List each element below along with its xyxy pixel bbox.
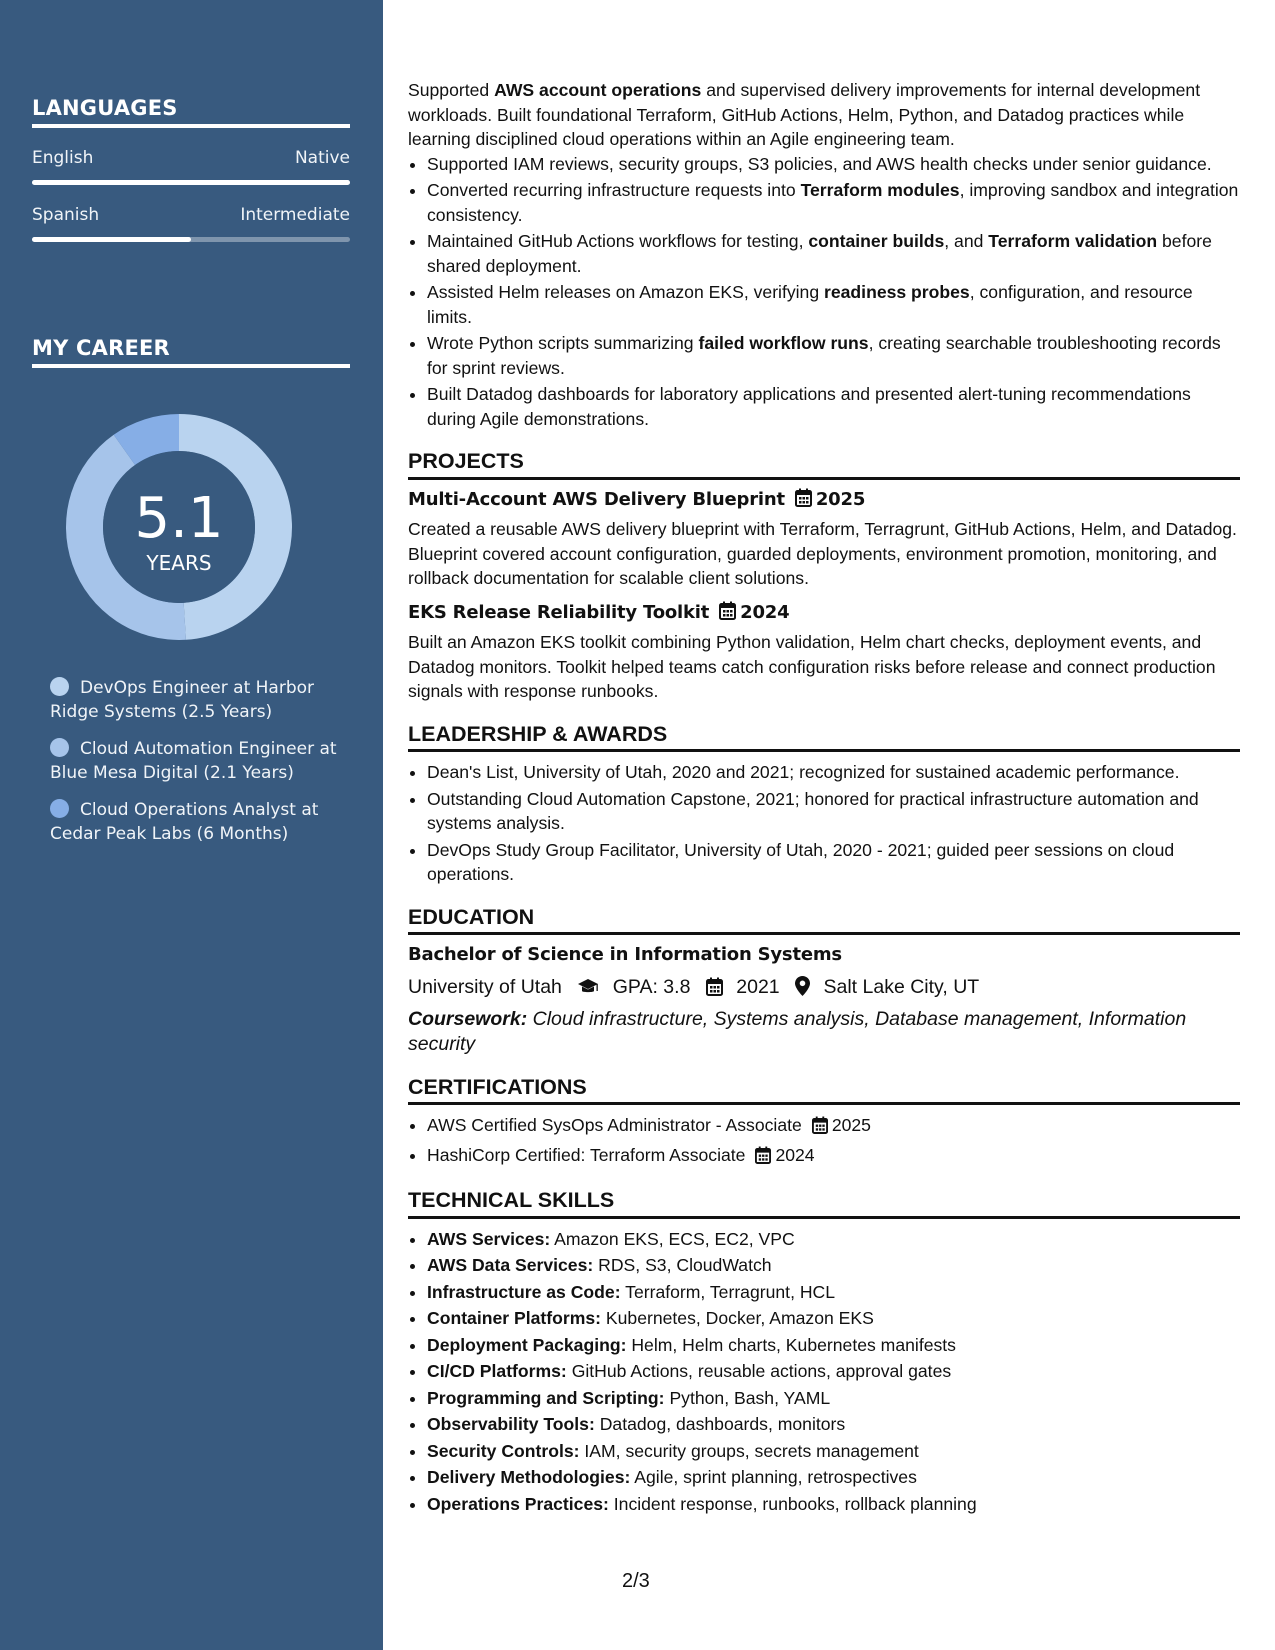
leadership-item: • Dean's List, University of Utah, 2020 and 2021; recognized for sustained academic performance.: [427, 760, 1240, 785]
skill-item: [427, 1227, 1240, 1252]
certifications-heading: CERTIFICATIONS: [408, 1075, 1240, 1106]
coursework-text: Cloud infrastructure, Systems analysis, Database management, Information security: [408, 1007, 1187, 1055]
education-year: 2021: [736, 975, 780, 998]
graduation-cap-icon: [577, 977, 599, 1003]
map-pin-icon: [795, 976, 810, 1003]
text: , and: [944, 231, 989, 251]
bold-text: readiness probes: [824, 282, 970, 302]
skills-heading: TECHNICAL SKILLS: [408, 1188, 1240, 1219]
skill-value: Helm, Helm charts, Kubernetes manifests: [631, 1334, 956, 1355]
bold-text: Terraform modules: [800, 180, 960, 200]
project-year: 2024: [740, 601, 790, 623]
skill-label: Delivery Methodologies:: [427, 1467, 631, 1487]
bold-text: failed workflow runs: [698, 333, 869, 353]
certifications-list: [408, 1113, 1240, 1170]
certification-year: 2025: [831, 1115, 871, 1135]
text: before shared deployment.: [427, 231, 1212, 276]
text: Converted recurring infrastructure requests into: [427, 180, 801, 200]
career-donut-svg: [66, 414, 292, 640]
project-description: Built an Amazon EKS toolkit combining Python validation, Helm chart checks, deployment events, and Datadog monitors. Toolkit helped teams catch configuration risks before release and connect production signals with response runbooks.: [408, 632, 1216, 701]
career-legend-dot: [50, 677, 69, 696]
language-level: Intermediate: [240, 205, 350, 225]
career-legend-dot: [50, 738, 69, 757]
language-level: Native: [294, 148, 350, 168]
calendar-icon: [719, 601, 736, 628]
certification-item: [427, 1113, 1240, 1141]
career-list: [50, 676, 340, 859]
skill-label: Observability Tools:: [427, 1414, 595, 1434]
project-name: Multi-Account AWS Delivery Blueprint: [408, 488, 785, 510]
experience-bullet: [427, 280, 1240, 329]
projects-list: [408, 488, 1240, 704]
language-name: English: [32, 148, 94, 168]
language-row: [32, 148, 350, 168]
language-proficiency-bar: [32, 237, 350, 242]
leadership-heading: LEADERSHIP & AWARDS: [408, 722, 1240, 753]
career-item: [50, 676, 340, 724]
bold-text: container builds: [808, 231, 945, 251]
skill-item: [427, 1253, 1240, 1278]
project-title: [408, 601, 1240, 628]
text: and supervised delivery improvements for internal development workloads. Built foundational Terraform, GitHub Actions, Helm, Python, and Datadog practices while learning disciplined cloud operations within an Agile engineering team.: [408, 80, 1201, 149]
experience-summary: [408, 78, 1240, 152]
bold-text: Terraform validation: [988, 231, 1158, 251]
education-school: University of Utah: [408, 975, 562, 998]
leadership-list: [408, 760, 1240, 887]
leadership-item: • DevOps Study Group Facilitator, University of Utah, 2020 - 2021; guided peer sessions on cloud operations.: [427, 838, 1240, 887]
skill-value: Incident response, runbooks, rollback planning: [613, 1493, 977, 1514]
skill-item: [427, 1333, 1240, 1358]
skill-item: [427, 1492, 1240, 1517]
experience-bullet: [427, 229, 1240, 278]
education-details: [408, 974, 1240, 1003]
bold-text: AWS account operations: [494, 80, 702, 100]
certification-item: [427, 1143, 1240, 1171]
text: Wrote Python scripts summarizing: [427, 333, 699, 353]
languages-section: [32, 96, 350, 242]
skill-label: Deployment Packaging:: [427, 1334, 627, 1355]
experience-bullet: [427, 152, 1240, 177]
calendar-icon: [706, 977, 723, 1003]
text: Maintained GitHub Actions workflows for testing,: [427, 231, 809, 251]
text: , configuration, and resource limits.: [427, 282, 1193, 327]
career-item: [50, 798, 340, 846]
skills-list: [408, 1227, 1240, 1517]
project-year: 2025: [815, 488, 866, 510]
skill-value: RDS, S3, CloudWatch: [598, 1255, 772, 1275]
education-coursework: [408, 1007, 1240, 1057]
experience-bullets: [408, 152, 1240, 432]
career-total-years: 5.1: [134, 486, 224, 551]
career-total-unit: YEARS: [146, 551, 212, 575]
skill-item: [427, 1412, 1240, 1437]
experience-bullet: [427, 382, 1240, 431]
skill-item: [427, 1359, 1240, 1384]
experience-bullet: [427, 331, 1240, 380]
project-name: EKS Release Reliability Toolkit: [408, 601, 710, 623]
calendar-icon: [795, 488, 812, 515]
skill-label: AWS Services:: [427, 1228, 551, 1249]
language-proficiency-fill: [32, 180, 350, 185]
career-item-label: DevOps Engineer at Harbor Ridge Systems (2.5 Years): [50, 678, 315, 722]
text: , creating searchable troubleshooting records for sprint reviews.: [427, 333, 1221, 378]
leadership-item: • Outstanding Cloud Automation Capstone, 2021; honored for practical infrastructure automation and systems analysis.: [427, 787, 1240, 836]
education-gpa: GPA: 3.8: [612, 975, 691, 998]
text: Supported IAM reviews, security groups, S3 policies, and AWS health checks under senior guidance.: [427, 153, 1212, 174]
skill-label: Container Platforms:: [427, 1308, 602, 1328]
career-title: MY CAREER: [32, 336, 350, 368]
skill-label: Operations Practices:: [427, 1493, 609, 1514]
career-item: [50, 737, 340, 785]
career-legend-dot: [50, 799, 69, 818]
education-degree: Bachelor of Science in Information Systems: [408, 944, 842, 965]
certification-year: 2024: [775, 1144, 815, 1165]
skill-value: Datadog, dashboards, monitors: [599, 1414, 846, 1434]
skill-label: Programming and Scripting:: [427, 1387, 665, 1408]
page-number: 2/3: [622, 1570, 650, 1592]
skill-value: Terraform, Terragrunt, HCL: [625, 1281, 836, 1302]
skill-value: Amazon EKS, ECS, EC2, VPC: [554, 1228, 795, 1249]
experience-bullet: [427, 178, 1240, 227]
career-donut-chart: [66, 414, 292, 640]
project-title: [408, 488, 1240, 515]
skill-label: AWS Data Services:: [427, 1255, 594, 1275]
language-proficiency-fill: [32, 237, 191, 242]
text: Assisted Helm releases on Amazon EKS, verifying: [427, 282, 825, 302]
text: , improving sandbox and integration consistency.: [427, 180, 1239, 225]
projects-heading: PROJECTS: [408, 449, 1240, 480]
language-proficiency-bar: [32, 180, 350, 185]
skill-value: Kubernetes, Docker, Amazon EKS: [605, 1308, 874, 1328]
coursework-label: Coursework:: [408, 1007, 528, 1030]
skill-item: [427, 1386, 1240, 1411]
skill-label: CI/CD Platforms:: [427, 1361, 567, 1381]
education-location: Salt Lake City, UT: [823, 975, 980, 998]
project-description: Created a reusable AWS delivery blueprint with Terraform, Terragrunt, GitHub Actions, Helm, and Datadog. Blueprint covered account configuration, guarded deployments, environment promotion, monitoring, and rollback documentation for scalable client solutions.: [408, 519, 1237, 588]
certification-name: HashiCorp Certified: Terraform Associate: [427, 1144, 746, 1165]
career-section: [32, 336, 350, 368]
calendar-icon: [755, 1146, 771, 1171]
skill-item: [427, 1465, 1240, 1490]
skill-item: [427, 1280, 1240, 1305]
languages-title: LANGUAGES: [32, 96, 350, 128]
skill-label: Security Controls:: [427, 1440, 580, 1461]
skill-value: IAM, security groups, secrets management: [584, 1440, 919, 1461]
main-content: [408, 78, 1240, 1518]
calendar-icon: [812, 1116, 828, 1141]
skill-value: Agile, sprint planning, retrospectives: [634, 1467, 917, 1487]
skill-value: GitHub Actions, reusable actions, approval gates: [571, 1361, 952, 1381]
text: Built Datadog dashboards for laboratory applications and presented alert-tuning recommendations during Agile demonstrations.: [427, 384, 1191, 429]
language-name: Spanish: [32, 205, 100, 225]
career-item-label: Cloud Operations Analyst at Cedar Peak Labs (6 Months): [50, 800, 319, 844]
career-item-label: Cloud Automation Engineer at Blue Mesa Digital (2.1 Years): [50, 739, 337, 783]
skill-value: Python, Bash, YAML: [669, 1387, 831, 1408]
languages-list: [32, 148, 350, 242]
sidebar: [0, 0, 383, 1650]
language-row: [32, 205, 350, 225]
skill-item: [427, 1439, 1240, 1464]
education-heading: EDUCATION: [408, 905, 1240, 936]
text: Supported: [408, 80, 495, 100]
skill-label: Infrastructure as Code:: [427, 1281, 621, 1302]
skill-item: [427, 1306, 1240, 1331]
certification-name: AWS Certified SysOps Administrator - Associate: [427, 1115, 802, 1135]
